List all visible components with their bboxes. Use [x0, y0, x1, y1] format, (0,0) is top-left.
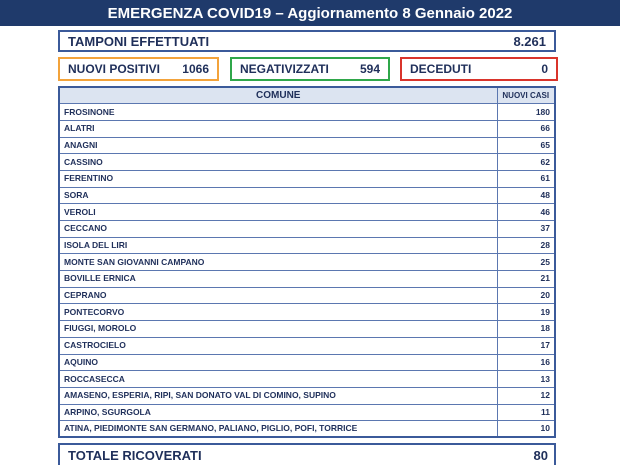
nuovi-positivi-label: NUOVI POSITIVI	[68, 62, 161, 76]
comune-cell: CECCANO	[59, 221, 497, 238]
casi-cell: 20	[497, 287, 555, 304]
casi-cell: 46	[497, 204, 555, 221]
negativizzati-value: 594	[359, 62, 380, 76]
column-header-comune: COMUNE	[59, 87, 497, 104]
table-row	[59, 271, 555, 288]
casi-cell: 37	[497, 221, 555, 238]
table-row	[59, 221, 555, 238]
table-row	[59, 120, 555, 137]
comune-cell: ANAGNI	[59, 137, 497, 154]
casi-cell: 62	[497, 154, 555, 171]
casi-cell: 48	[497, 187, 555, 204]
tamponi-label: TAMPONI EFFETTUATI	[68, 33, 210, 49]
casi-cell: 13	[497, 371, 555, 388]
table-row	[59, 421, 555, 438]
totale-ricoverati-box	[58, 443, 556, 465]
deceduti-value: 0	[541, 62, 548, 76]
comune-cell: PONTECORVO	[59, 304, 497, 321]
table-row	[59, 287, 555, 304]
comune-cell: ISOLA DEL LIRI	[59, 237, 497, 254]
nuovi-positivi-value: 1066	[182, 62, 209, 76]
table-row	[59, 304, 555, 321]
table-row	[59, 387, 555, 404]
table-row	[59, 204, 555, 221]
casi-cell: 25	[497, 254, 555, 271]
casi-cell: 16	[497, 354, 555, 371]
comune-cell: ROCCASECCA	[59, 371, 497, 388]
comune-cell: AQUINO	[59, 354, 497, 371]
deceduti-label: DECEDUTI	[410, 62, 472, 76]
casi-cell: 66	[497, 120, 555, 137]
table-row	[59, 404, 555, 421]
table-row	[59, 371, 555, 388]
comune-cell: MONTE SAN GIOVANNI CAMPANO	[59, 254, 497, 271]
casi-cell: 28	[497, 237, 555, 254]
casi-cell: 19	[497, 304, 555, 321]
negativizzati-label: NEGATIVIZZATI	[240, 62, 329, 76]
table-row	[59, 137, 555, 154]
page-title-text: EMERGENZA COVID19 – Aggiornamento 8 Gennaio 2022	[107, 4, 513, 22]
column-header-nuovi-casi: NUOVI CASI	[497, 87, 555, 104]
comune-cell: ALATRI	[59, 120, 497, 137]
casi-cell: 17	[497, 337, 555, 354]
deceduti-box	[400, 57, 558, 81]
casi-cell: 180	[497, 104, 555, 121]
comune-cell: ATINA, PIEDIMONTE SAN GERMANO, PALIANO, PIGLIO, POFI, TORRICE	[59, 421, 497, 438]
table-row	[59, 337, 555, 354]
comune-cell: ARPINO, SGURGOLA	[59, 404, 497, 421]
tamponi-value: 8.261	[513, 33, 546, 49]
comune-cell: BOVILLE ERNICA	[59, 271, 497, 288]
casi-cell: 18	[497, 321, 555, 338]
comune-cell: CEPRANO	[59, 287, 497, 304]
table-row	[59, 237, 555, 254]
casi-cell: 11	[497, 404, 555, 421]
comune-cell: FIUGGI, MOROLO	[59, 321, 497, 338]
comuni-table	[58, 86, 556, 438]
table-header-row	[59, 87, 555, 104]
comune-cell: VEROLI	[59, 204, 497, 221]
casi-cell: 65	[497, 137, 555, 154]
casi-cell: 61	[497, 170, 555, 187]
table-row	[59, 104, 555, 121]
totale-ricoverati-value: 80	[533, 447, 548, 463]
comune-cell: FERENTINO	[59, 170, 497, 187]
totale-ricoverati-label: TOTALE RICOVERATI	[68, 447, 202, 463]
table-row	[59, 187, 555, 204]
negativizzati-box	[230, 57, 390, 81]
casi-cell: 12	[497, 387, 555, 404]
tamponi-box	[58, 30, 556, 52]
comune-cell: SORA	[59, 187, 497, 204]
table-row	[59, 254, 555, 271]
table-row	[59, 170, 555, 187]
comune-cell: CASTROCIELO	[59, 337, 497, 354]
page-title	[0, 0, 620, 26]
table-row	[59, 154, 555, 171]
comune-cell: CASSINO	[59, 154, 497, 171]
table-row	[59, 321, 555, 338]
nuovi-positivi-box	[58, 57, 219, 81]
casi-cell: 10	[497, 421, 555, 438]
table-row	[59, 354, 555, 371]
casi-cell: 21	[497, 271, 555, 288]
comune-cell: FROSINONE	[59, 104, 497, 121]
comune-cell: AMASENO, ESPERIA, RIPI, SAN DONATO VAL DI COMINO, SUPINO	[59, 387, 497, 404]
